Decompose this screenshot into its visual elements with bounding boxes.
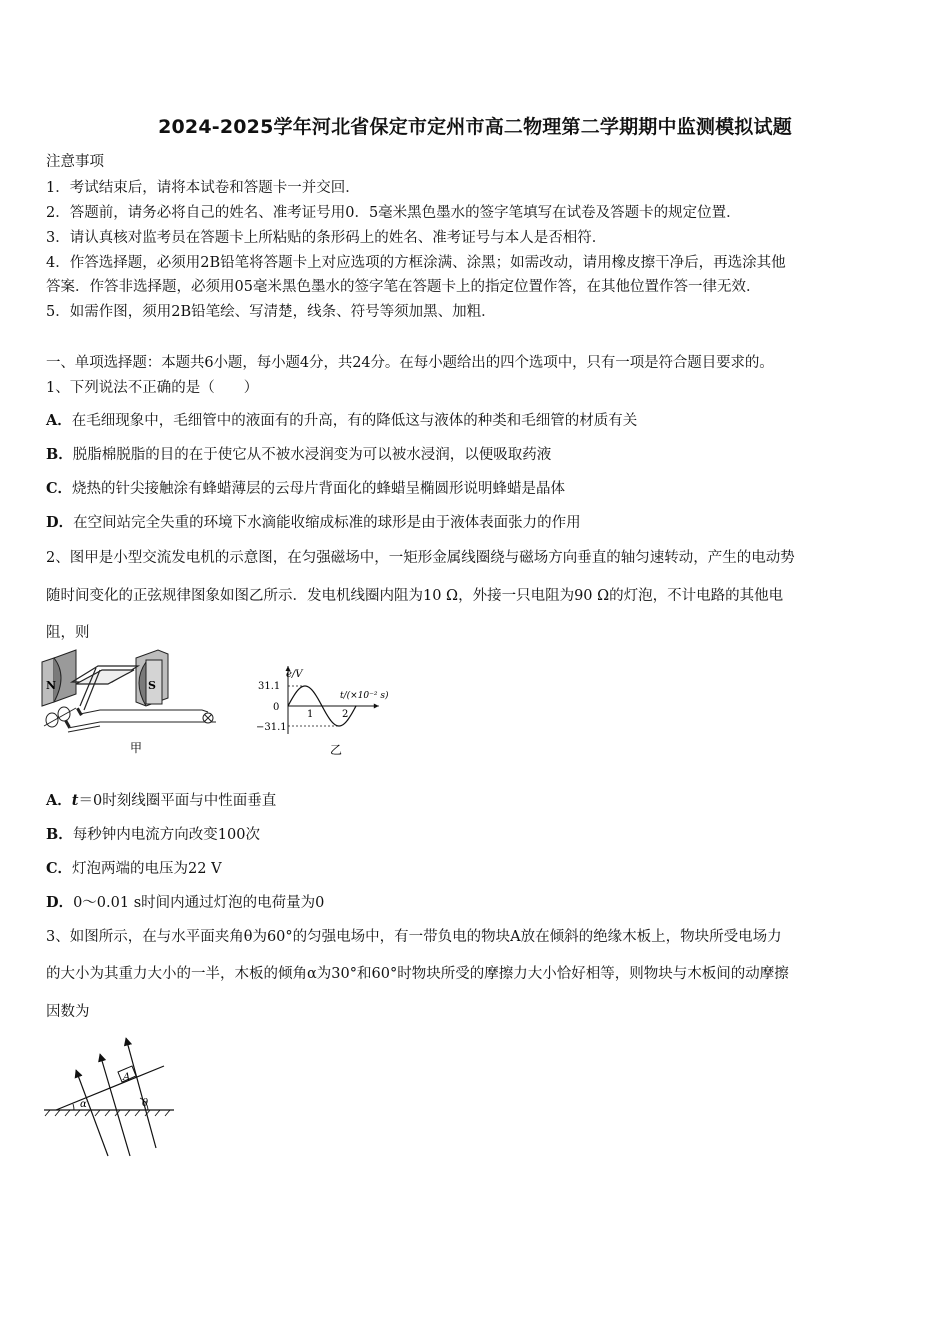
- emf-data-point: [287, 705, 288, 706]
- q2-option-a: [46, 789, 276, 810]
- emf-data-point: [296, 691, 297, 692]
- emf-data-point: [355, 705, 356, 706]
- option-text: 脱脂棉脱脂的目的在于使它从不被水浸润变为可以被水浸润，以便吸取药液: [72, 447, 552, 463]
- slip-rings: [44, 707, 76, 727]
- option-label: D．: [46, 894, 74, 911]
- magnet-n-label: N: [46, 679, 57, 692]
- q1-option-c: [46, 477, 565, 498]
- y-axis-label: e/V: [286, 669, 303, 680]
- question-2-stem-line: 随时间变化的正弦规律图象如图乙所示．发电机线圈内阻为10 Ω，外接一只电阻为90 Ω的灯泡，不计电路的其他电: [46, 588, 784, 604]
- option-text: 在毛细现象中，毛细管中的液面有的升高，有的降低这与液体的种类和毛细管的材质有关: [71, 413, 638, 429]
- emf-time-chart: [248, 660, 408, 760]
- x-tick-label-1: 1: [307, 709, 314, 720]
- section-heading: 一、单项选择题：本题共6小题，每小题4分，共24分。在每小题给出的四个选项中，只有一项是符合题目要求的。: [46, 355, 774, 371]
- y-min-tick-label: −31.1: [256, 722, 287, 733]
- option-label: D．: [46, 514, 74, 531]
- coil: [72, 666, 138, 710]
- notice-item: 5．如需作图，须用2B铅笔绘、写清楚，线条、符号等须加黑、加粗．: [46, 304, 496, 320]
- incline-field-figure: [44, 1034, 204, 1159]
- circuit-wires: [68, 710, 216, 732]
- figure-caption-yi: 乙: [330, 743, 343, 757]
- option-label: B．: [46, 826, 73, 843]
- magnet-n: [42, 650, 76, 706]
- question-3-stem-line: 3、如图所示，在与水平面夹角θ为60°的匀强电场中，有一带负电的物块A放在倾斜的绝缘木板上，物块所受电场力: [46, 929, 782, 945]
- x-axis-arrow: [374, 704, 379, 709]
- option-text: 0～0.01 s时间内通过灯泡的电荷量为0: [73, 895, 325, 911]
- theta-label: θ: [142, 1098, 149, 1109]
- block-a-label: A: [123, 1072, 131, 1083]
- question-3-stem-line: 的大小为其重力大小的一半，木板的倾角α为30°和60°时物块所受的摩擦力大小恰好相等，则物块与木板间的动摩擦: [46, 966, 789, 982]
- exam-title: 2024-2025学年河北省保定市定州市高二物理第二学期期中监测模拟试题: [158, 116, 792, 138]
- q1-option-b: [46, 443, 551, 464]
- magnet-s: [136, 650, 168, 706]
- magnet-s-label: S: [148, 679, 156, 692]
- notice-item: 答案．作答非选择题，必须用05毫米黑色墨水的签字笔在答题卡上的指定位置作答，在其他位置作答一律无效．: [46, 279, 761, 295]
- x-axis-label: t/(×10⁻² s): [340, 691, 389, 701]
- q2-option-c: [46, 857, 222, 878]
- alpha-arc: [73, 1104, 74, 1110]
- question-3-stem-line: 因数为: [46, 1004, 90, 1020]
- option-label: A．: [46, 792, 72, 809]
- option-label: A．: [46, 412, 72, 429]
- emf-data-point: [338, 725, 339, 726]
- emf-data-point: [313, 691, 314, 692]
- emf-data-point: [330, 720, 331, 721]
- option-italic-var: t: [71, 792, 79, 809]
- emf-data-point: [304, 685, 305, 686]
- notice-item: 1．考试结束后，请将本试卷和答题卡一并交回．: [46, 180, 360, 196]
- y-max-tick-label: 31.1: [258, 681, 281, 692]
- option-text: 灯泡两端的电压为22 V: [72, 861, 222, 877]
- block-a: [118, 1066, 136, 1083]
- figure-caption-jia: 甲: [130, 741, 143, 755]
- notice-item: 3．请认真核对监考员在答题卡上所粘贴的条形码上的姓名、准考证号与本人是否相符．: [46, 230, 607, 246]
- option-text: 烧热的针尖接触涂有蜂蜡薄层的云母片背面化的蜂蜡呈椭圆形说明蜂蜡是晶体: [72, 481, 566, 497]
- option-text: 每秒钟内电流方向改变100次: [72, 827, 260, 843]
- emf-data-point: [321, 705, 322, 706]
- option-text: ＝0时刻线圈平面与中性面垂直: [78, 793, 277, 809]
- option-text: 在空间站完全失重的环境下水滴能收缩成标准的球形是由于液体表面张力的作用: [73, 515, 581, 531]
- y-zero-tick-label: 0: [273, 702, 280, 713]
- q2-option-b: [46, 823, 260, 844]
- question-2-stem-line: 2、图甲是小型交流发电机的示意图，在匀强磁场中，一矩形金属线圈绕与磁场方向垂直的轴匀速转动，产生的电动势: [46, 550, 795, 566]
- alpha-label: α: [80, 1099, 87, 1110]
- notice-heading: 注意事项: [46, 154, 104, 170]
- q1-option-a: [46, 409, 637, 430]
- notice-item: 2．答题前，请务必将自己的姓名、准考证号用0．5毫米黑色墨水的签字笔填写在试卷及答题卡的规定位置．: [46, 205, 741, 221]
- lamp-icon: [203, 713, 213, 723]
- ground-hatching: [45, 1110, 170, 1116]
- q2-option-d: [46, 891, 324, 912]
- q1-option-d: [46, 511, 581, 532]
- generator-figure: [40, 648, 225, 758]
- x-tick-label-2: 2: [342, 709, 349, 720]
- question-1-stem: 1、下列说法不正确的是（ ）: [46, 380, 259, 396]
- notice-item: 4．作答选择题，必须用2B铅笔将答题卡上对应选项的方框涂满、涂黑；如需改动，请用橡皮擦干净后，再选涂其他: [46, 255, 786, 271]
- option-label: C．: [46, 860, 73, 877]
- option-label: C．: [46, 480, 73, 497]
- question-2-stem-line: 阻，则: [46, 625, 90, 641]
- option-label: B．: [46, 446, 73, 463]
